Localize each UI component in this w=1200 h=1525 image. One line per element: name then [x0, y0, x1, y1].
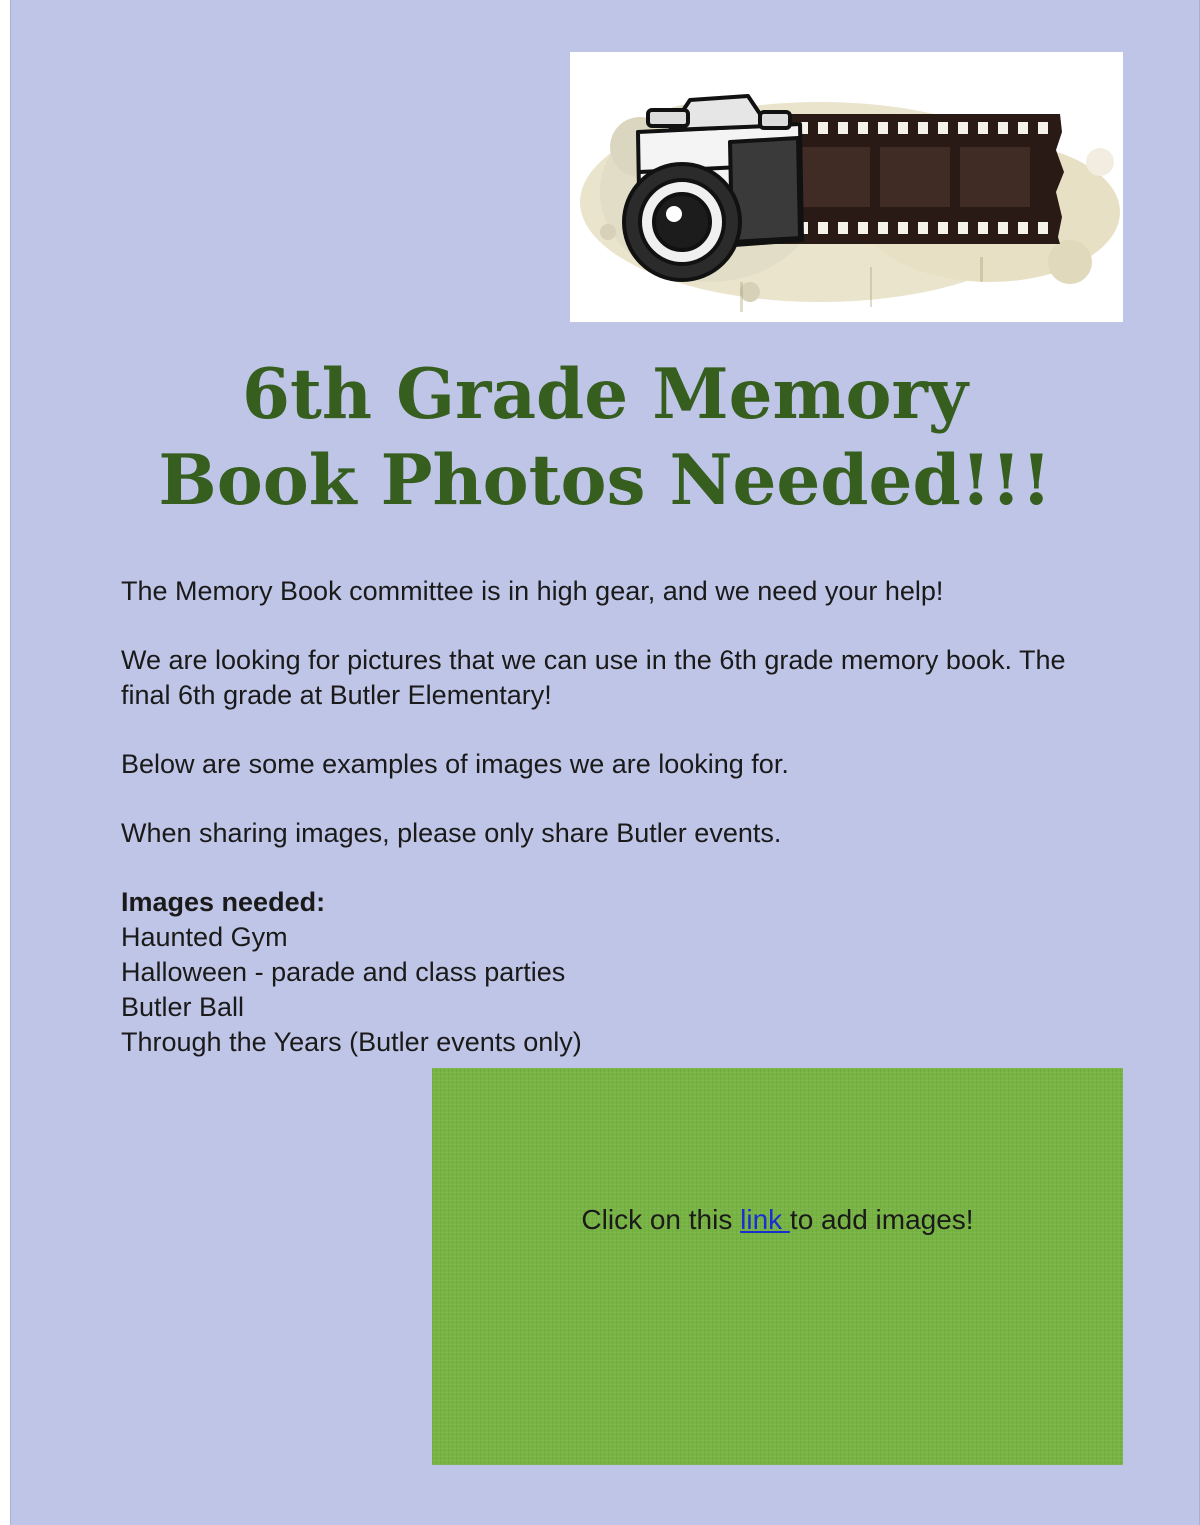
camera-film-icon — [570, 52, 1123, 322]
images-needed-list — [121, 885, 1121, 1060]
list-item: Haunted Gym — [121, 922, 288, 952]
upload-callout-box — [432, 1068, 1123, 1465]
examples-paragraph: Below are some examples of images we are looking for. — [121, 749, 789, 779]
list-item: Through the Years (Butler events only) — [121, 1027, 582, 1057]
flyer-page — [10, 0, 1200, 1525]
list-item: Halloween - parade and class parties — [121, 957, 566, 987]
body-content — [121, 574, 1121, 1060]
title-line-2: Book Photos Needed!!! — [158, 440, 1052, 521]
intro-paragraph: The Memory Book committee is in high gear, and we need your help! — [121, 576, 944, 606]
request-paragraph: We are looking for pictures that we can use in the 6th grade memory book. The final 6th grade at Butler Elementary! — [121, 645, 1066, 710]
list-item: Butler Ball — [121, 992, 245, 1022]
camera-banner-image — [570, 52, 1123, 322]
images-needed-heading: Images needed: — [121, 887, 326, 917]
title-line-1: 6th Grade Memory — [242, 354, 968, 435]
cta-text-after: to add images! — [789, 1204, 974, 1235]
page-title — [11, 352, 1199, 524]
cta-text-before: Click on this — [581, 1204, 741, 1235]
upload-callout-text — [432, 1204, 1123, 1236]
sharing-note-paragraph: When sharing images, please only share Butler events. — [121, 818, 782, 848]
upload-link[interactable]: link — [740, 1204, 790, 1235]
